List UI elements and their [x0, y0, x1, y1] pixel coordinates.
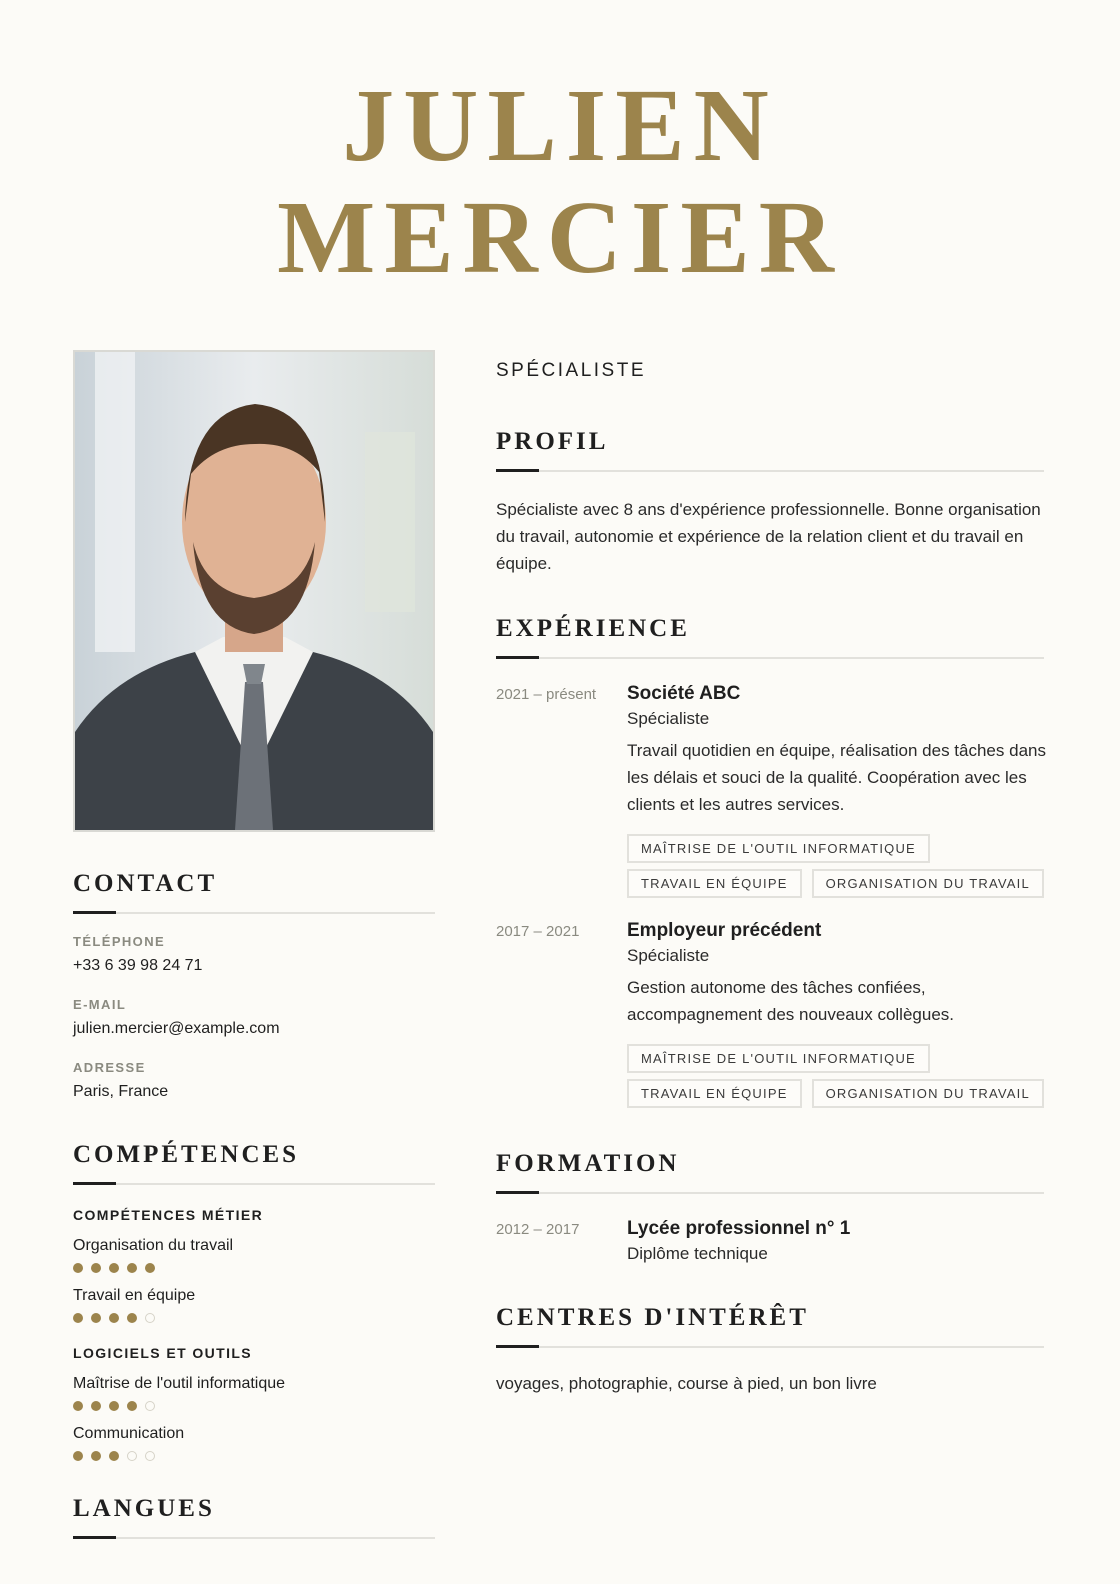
rating-dot-filled	[73, 1313, 83, 1323]
rating-dot-filled	[127, 1313, 137, 1323]
rating-dot-filled	[73, 1263, 83, 1273]
company-name: Société ABC	[627, 683, 741, 704]
main-column	[496, 360, 1044, 1394]
rating-dot-filled	[91, 1451, 101, 1461]
skill-name: Communication	[73, 1425, 185, 1442]
rating-dot-empty	[145, 1313, 155, 1323]
interests-title: CENTRES D'INTÉRÊT	[496, 1304, 809, 1331]
section-divider	[496, 1192, 1044, 1194]
last-name: MERCIER	[277, 180, 843, 295]
rating-dot-empty	[127, 1451, 137, 1461]
skill-rating	[73, 1401, 435, 1411]
skill-rating	[73, 1451, 435, 1461]
skills-section	[73, 1141, 435, 1461]
phone-value: +33 6 39 98 24 71	[73, 957, 203, 974]
job-description: Travail quotidien en équipe, réalisation des tâches dans les délais et souci de la qualité. Coopération avec les clients et les autres services.	[627, 741, 1046, 814]
sidebar	[73, 350, 435, 1539]
rating-dot-filled	[91, 1401, 101, 1411]
position: Spécialiste	[627, 946, 710, 965]
profile-title: PROFIL	[496, 428, 609, 455]
entry-date: 2021 – présent	[496, 686, 597, 703]
job-title: SPÉCIALISTE	[496, 360, 646, 381]
experience-title: EXPÉRIENCE	[496, 615, 690, 642]
address-label: ADRESSE	[73, 1060, 146, 1075]
job-description: Gestion autonome des tâches confiées, accompagnement des nouveaux collègues.	[627, 978, 954, 1024]
education-title: FORMATION	[496, 1150, 680, 1177]
section-divider	[73, 1537, 435, 1539]
rating-dot-empty	[145, 1451, 155, 1461]
rating-dot-filled	[109, 1401, 119, 1411]
rating-dot-filled	[109, 1451, 119, 1461]
profile-text: Spécialiste avec 8 ans d'expérience professionnelle. Bonne organisation du travail, autonomie et expérience de la relation client et du travail en équipe.	[496, 500, 1041, 573]
company-name: Employeur précédent	[627, 920, 822, 941]
education-entry	[496, 1218, 1044, 1264]
experience-entry	[496, 920, 1044, 1108]
skill-tag: ORGANISATION DU TRAVAIL	[812, 869, 1044, 898]
entry-date: 2017 – 2021	[496, 923, 580, 940]
education-section	[496, 1150, 1044, 1264]
skill-tag: MAÎTRISE DE L'OUTIL INFORMATIQUE	[627, 834, 930, 863]
languages-title: LANGUES	[73, 1495, 215, 1522]
profile-photo	[73, 350, 435, 832]
skill-name: Organisation du travail	[73, 1237, 234, 1254]
contact-section	[73, 870, 435, 1101]
skill-rating	[73, 1313, 435, 1323]
phone-label: TÉLÉPHONE	[73, 934, 166, 949]
rating-dot-filled	[73, 1401, 83, 1411]
candidate-name	[0, 70, 1120, 294]
languages-section	[73, 1495, 435, 1539]
skill-rating	[73, 1263, 435, 1273]
section-divider	[73, 1183, 435, 1185]
section-divider	[496, 1346, 1044, 1348]
skill-name: Maîtrise de l'outil informatique	[73, 1375, 286, 1392]
skills-title: COMPÉTENCES	[73, 1141, 300, 1168]
experience-entry	[496, 683, 1044, 898]
rating-dot-filled	[145, 1263, 155, 1273]
rating-dot-filled	[73, 1451, 83, 1461]
email-label: E-MAIL	[73, 997, 127, 1012]
rating-dot-filled	[91, 1263, 101, 1273]
first-name: JULIEN	[342, 68, 778, 183]
section-divider	[73, 912, 435, 914]
interests-text: voyages, photographie, course à pied, un bon livre	[496, 1374, 877, 1393]
experience-section	[496, 615, 1044, 1108]
rating-dot-filled	[109, 1263, 119, 1273]
skill-name: Travail en équipe	[73, 1287, 196, 1304]
rating-dot-empty	[145, 1401, 155, 1411]
position: Spécialiste	[627, 709, 710, 728]
profile-section	[496, 428, 1044, 577]
rating-dot-filled	[127, 1401, 137, 1411]
email-value: julien.mercier@example.com	[73, 1020, 280, 1037]
skill-tag: ORGANISATION DU TRAVAIL	[812, 1079, 1044, 1108]
skill-group-title: LOGICIELS ET OUTILS	[73, 1345, 253, 1361]
address-value: Paris, France	[73, 1083, 169, 1100]
section-divider	[496, 657, 1044, 659]
rating-dot-filled	[109, 1313, 119, 1323]
rating-dot-filled	[91, 1313, 101, 1323]
rating-dot-filled	[127, 1263, 137, 1273]
skill-tag: TRAVAIL EN ÉQUIPE	[627, 1079, 802, 1108]
school-name: Lycée professionnel n° 1	[627, 1218, 851, 1239]
interests-section	[496, 1304, 1044, 1394]
contact-title: CONTACT	[73, 870, 218, 897]
section-divider	[496, 470, 1044, 472]
skill-group-title: COMPÉTENCES MÉTIER	[73, 1207, 264, 1223]
portrait-illustration	[75, 352, 433, 830]
degree: Diplôme technique	[627, 1244, 768, 1263]
skill-tags	[627, 1044, 1047, 1108]
skill-tag: TRAVAIL EN ÉQUIPE	[627, 869, 802, 898]
skill-tags	[627, 834, 1047, 898]
entry-date: 2012 – 2017	[496, 1221, 580, 1238]
skill-tag: MAÎTRISE DE L'OUTIL INFORMATIQUE	[627, 1044, 930, 1073]
